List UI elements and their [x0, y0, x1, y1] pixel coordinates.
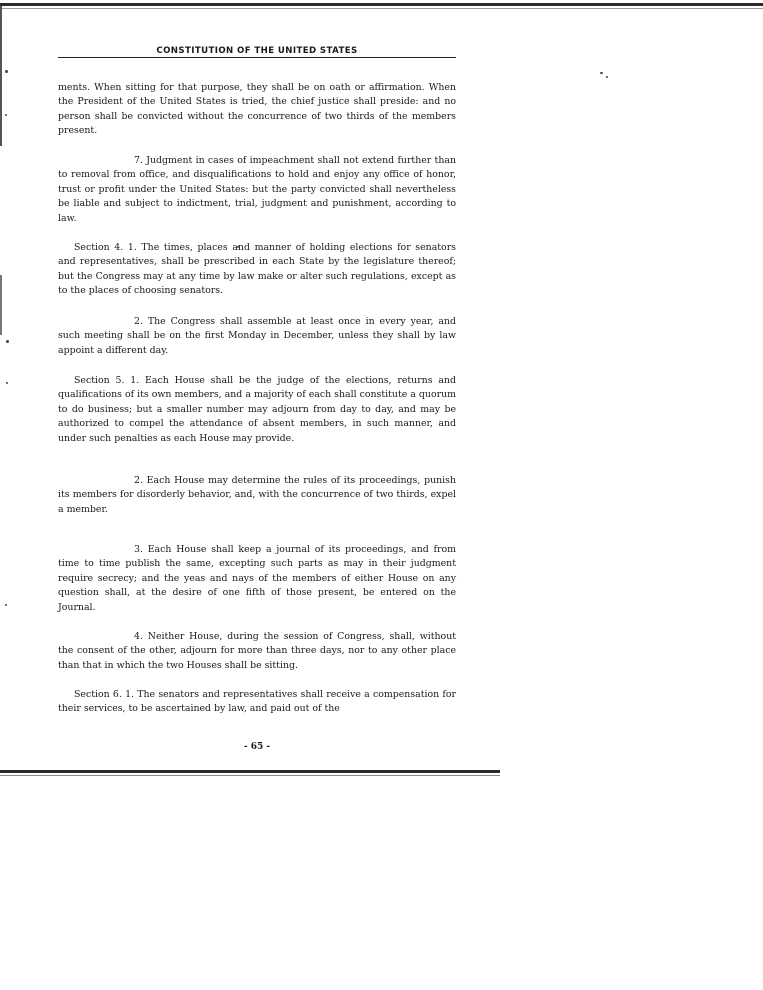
paragraph-section-5-clause-3: 3. Each House shall keep a journal of its proceedings, and from time to time publish the same, excepting such parts as may in their judgment require secrecy; and the yeas and nays of the members of either House on any question shall, at the desire of one fifth of those present, be entered on the Journal.: [58, 544, 456, 613]
bottom-border-rule-thin: [0, 775, 500, 776]
paragraph-continuation: ments. When sitting for that purpose, they shall be on oath or affirmation. When the President of the United States is tried, the chief justice shall preside: and no person shall be convicted without the concurrence of two thirds of the members present.: [58, 82, 456, 137]
paragraph-section-5-clause-1: Section 5. 1. Each House shall be the judge of the elections, returns and qualifications of its own members, and a majority of each shall constitute a quorum to do business; but a smaller number may adjourn from day to day, and may be authorized to compel the attendance of absent members, in such manner, and under such penalties as each House may provide.: [58, 375, 456, 444]
scan-speck: [606, 76, 608, 78]
scan-speck: [5, 70, 8, 73]
bottom-border-rule: [0, 770, 500, 773]
scan-speck: [6, 382, 8, 384]
paragraph-section-5-clause-2: 2. Each House may determine the rules of its proceedings, punish its members for disorderly behavior, and, with the concurrence of two thirds, expel a member.: [58, 475, 456, 515]
top-border-rule-thin: [0, 8, 763, 9]
scan-speck: [5, 114, 7, 116]
paragraph-section-5-clause-4: 4. Neither House, during the session of Congress, shall, without the consent of the other, adjourn for more than three days, nor to any other place than that in which the two Houses shall be sitting.: [58, 631, 456, 671]
header-underline: [58, 57, 456, 58]
paragraph-section-4-clause-1: Section 4. 1. The times, places and manner of holding elections for senators and representatives, shall be prescribed in each State by the legislature thereof; but the Congress may at any time by law make or alter such regulations, except as to the places of choosing senators.: [58, 242, 456, 297]
left-page-edge-lower: [0, 275, 2, 335]
paragraph-section-6-clause-1: Section 6. 1. The senators and representatives shall receive a compensation for their services, to be ascertained by law, and paid out of the: [58, 689, 456, 715]
paragraph-clause-7: 7. Judgment in cases of impeachment shall not extend further than to removal from office, and disqualifications to hold and enjoy any office of honor, trust or profit under the United States: but the party convicted shall nevertheless be liable and subject to indictment, trial, judgment and punishment, according to law.: [58, 155, 456, 224]
scan-speck: [600, 72, 603, 74]
scan-speck: [6, 340, 9, 343]
left-page-edge: [0, 6, 2, 146]
paragraph-section-4-clause-2: 2. The Congress shall assemble at least once in every year, and such meeting shall be on the first Monday in December, unless they shall by law appoint a different day.: [58, 316, 456, 356]
top-border-rule: [0, 3, 763, 6]
scan-speck: [5, 604, 7, 606]
running-header: CONSTITUTION OF THE UNITED STATES: [156, 46, 358, 56]
page-number: - 65 -: [243, 742, 271, 752]
